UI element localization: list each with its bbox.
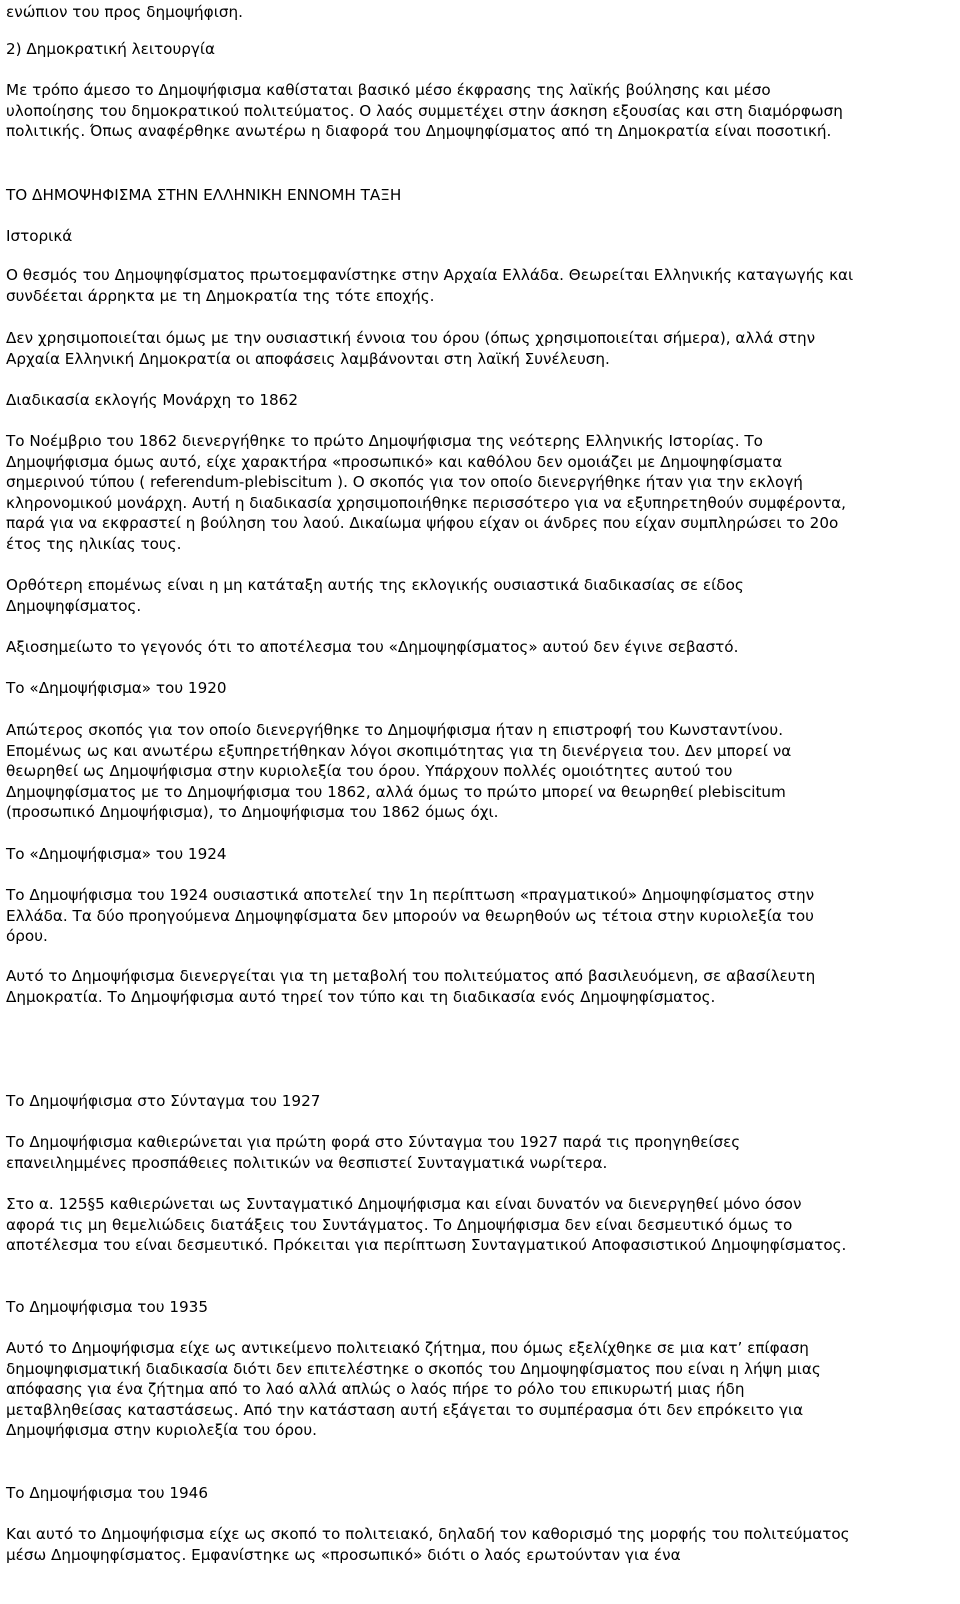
text-line: Δεν χρησιμοποιείται όμως με την ουσιαστική έννοια του όρου (όπως χρησιμοποιείται σήμερα), αλλά στην (6, 329, 816, 347)
text-line: Το «Δημοψήφισμα» του 1920 (6, 679, 227, 697)
text-line: Απώτερος σκοπός για τον οποίο διενεργήθηκε το Δημοψήφισμα ήταν η επιστροφή του Κωνσταντίνου. (6, 721, 784, 739)
text-line: πολιτικής. Όπως αναφέρθηκε ανωτέρω η διαφορά του Δημοψηφίσματος από τη Δημοκρατία είναι ποσοτική. (6, 122, 832, 141)
text-line: Αυτό το Δημοψήφισμα είχε ως αντικείμενο πολιτειακό ζήτημα, που όμως εξελίχθηκε σε μια κατ’ επίφαση (6, 1339, 809, 1357)
text-line: Δημοψήφισμα όμως αυτό, είχε χαρακτήρα «προσωπικό» και καθόλου δεν ομοιάζει με Δημοψηφίσματα (6, 452, 783, 471)
text-line: κληρονομικού μονάρχη. Αυτή η διαδικασία χρησιμοποιήθηκε περισσότερο για να εξυπηρετηθούν συμφέροντα, (6, 493, 846, 512)
text-line: παρά για να εκφραστεί η βούληση του λαού. Δικαίωμα ψήφου είχαν οι άνδρες που είχαν συμπληρώσει το 20ο (6, 514, 839, 533)
section-heading (6, 678, 941, 699)
paragraph (6, 1194, 941, 1256)
text-line: Το Δημοψήφισμα στο Σύνταγμα του 1927 (6, 1092, 321, 1110)
paragraph (6, 265, 941, 306)
section-heading (6, 226, 941, 247)
text-line: Το Δημοψήφισμα καθιερώνεται για πρώτη φορά στο Σύνταγμα του 1927 παρά τις προηγηθείσες (6, 1133, 741, 1151)
paragraph (6, 1132, 941, 1173)
text-line: επανειλημμένες προσπάθειες πολιτικών να θεσπιστεί Συνταγματικά νωρίτερα. (6, 1153, 608, 1172)
text-line: υλοποίησης του δημοκρατικού πολιτεύματος. Ο λαός συμμετέχει στην άσκηση εξουσίας και στη διαμόρφωση (6, 101, 843, 120)
text-line: Το Δημοψήφισμα του 1935 (6, 1298, 208, 1316)
text-line: δημοψηφισματική διαδικασία διότι δεν επιτελέστηκε ο σκοπός του Δημοψηφίσματος που είναι η λήψη μιας (6, 1359, 821, 1378)
section-heading (6, 1091, 941, 1112)
text-line: Ιστορικά (6, 227, 73, 245)
page-title (6, 185, 941, 206)
text-line: ΤΟ ΔΗΜΟΨΗΦΙΣΜΑ ΣΤΗΝ ΕΛΛΗΝΙΚΗ ΕΝΝΟΜΗ ΤΑΞΗ (6, 186, 402, 204)
paragraph (6, 966, 941, 1007)
text-line: Αυτό το Δημοψήφισμα διενεργείται για τη μεταβολή του πολιτεύματος από βασιλευόμενη, σε αβασίλευτη (6, 967, 816, 985)
text-line: Επομένως ως και ανωτέρω εξυπηρετήθηκαν λόγοι σκοπιμότητας για τη διενέργεια του. Δεν μπορεί να (6, 741, 792, 760)
paragraph (6, 1338, 941, 1441)
text-line: Ελλάδα. Τα δύο προηγούμενα Δημοψηφίσματα δεν μπορούν να θεωρηθούν ως τέτοια στην κυριολεξία του (6, 906, 814, 925)
text-line: αποτέλεσμα του είναι δεσμευτικό. Πρόκειται για περίπτωση Συνταγματικού Αποφασιστικού Δημοψηφίσματος. (6, 1236, 847, 1255)
text-line: 2) Δημοκρατική λειτουργία (6, 40, 216, 58)
text-line: Δημοψηφίσματος με το Δημοψήφισμα του 1862, αλλά όμως το πρώτο μπορεί να θεωρηθεί plebiscitum (6, 782, 786, 801)
text-line: Αρχαία Ελληνική Δημοκρατία οι αποφάσεις λαμβάνονται στη λαϊκή Συνέλευση. (6, 349, 610, 368)
paragraph (6, 885, 941, 947)
text-line: μέσω Δημοψηφίσματος. Εμφανίστηκε ως «προσωπικό» διότι ο λαός ερωτούνταν για ένα (6, 1545, 681, 1564)
paragraph (6, 431, 941, 555)
text-line: ενώπιον του προς δημοψήφιση. (6, 3, 243, 21)
text-line: Το Νοέμβριο του 1862 διενεργήθηκε το πρώτο Δημοψήφισμα της νεότερης Ελληνικής Ιστορίας. Το (6, 432, 763, 450)
text-line: Και αυτό το Δημοψήφισμα είχε ως σκοπό το πολιτειακό, δηλαδή τον καθορισμό της μορφής του πολιτεύματος (6, 1525, 850, 1543)
text-line: Ο θεσμός του Δημοψηφίσματος πρωτοεμφανίστηκε στην Αρχαία Ελλάδα. Θεωρείται Ελληνικής καταγωγής και (6, 266, 854, 284)
section-heading (6, 390, 941, 411)
text-line: Δημοψηφίσματος. (6, 596, 142, 615)
text-line: σημερινού τύπου ( referendum-plebiscitum ). Ο σκοπός για τον οποίο διενεργήθηκε ήταν για την εκλογή (6, 473, 803, 492)
text-line: Το Δημοψήφισμα του 1924 ουσιαστικά αποτελεί την 1η περίπτωση «πραγματικού» Δημοψηφίσματος στην (6, 886, 815, 904)
paragraph (6, 80, 941, 142)
section-heading (6, 1483, 941, 1504)
paragraph (6, 328, 941, 369)
text-line: Στο α. 125§5 καθιερώνεται ως Συνταγματικό Δημοψήφισμα και είναι δυνατόν να διενεργηθεί μόνο όσον (6, 1195, 802, 1213)
text-line: Δημοψήφισμα στην κυριολεξία του όρου. (6, 1421, 317, 1440)
section-heading (6, 39, 941, 60)
text-line: Δημοκρατία. Το Δημοψήφισμα αυτό τηρεί τον τύπο και τη διαδικασία ενός Δημοψηφίσματος. (6, 987, 716, 1006)
paragraph (6, 1524, 941, 1565)
text-line: μεταβληθείσας καταστάσεως. Από την κατάσταση αυτή εξάγεται το συμπέρασμα ότι δεν επρόκειτο για (6, 1400, 804, 1419)
text-line: όρου. (6, 927, 48, 946)
paragraph (6, 637, 941, 658)
text-line: θεωρηθεί ως Δημοψήφισμα στην κυριολεξία του όρου. Υπάρχουν πολλές ομοιότητες αυτού του (6, 762, 733, 781)
text-line: Ορθότερη επομένως είναι η μη κατάταξη αυτής της εκλογικής ουσιαστικά διαδικασίας σε είδος (6, 576, 744, 594)
text-line: (προσωπικό Δημοψήφισμα), το Δημοψήφισμα του 1862 όμως όχι. (6, 803, 499, 822)
text-line: Αξιοσημείωτο το γεγονός ότι το αποτέλεσμα του «Δημοψηφίσματος» αυτού δεν έγινε σεβαστό. (6, 638, 739, 656)
text-line: Το Δημοψήφισμα του 1946 (6, 1484, 208, 1502)
text-line: συνδέεται άρρηκτα με τη Δημοκρατία της τότε εποχής. (6, 286, 435, 305)
text-line: Με τρόπο άμεσο το Δημοψήφισμα καθίσταται βασικό μέσο έκφρασης της λαϊκής βούλησης και μέσο (6, 81, 771, 99)
paragraph (6, 2, 941, 23)
paragraph (6, 575, 941, 616)
text-line: αφορά τις μη θεμελιώδεις διατάξεις του Συντάγματος. Το Δημοψήφισμα δεν είναι δεσμευτικό όμως το (6, 1215, 793, 1234)
text-line: έτος της ηλικίας τους. (6, 534, 182, 553)
text-line: Το «Δημοψήφισμα» του 1924 (6, 845, 227, 863)
paragraph (6, 720, 941, 823)
text-line: απόφασης για ένα ζήτημα από το λαό αλλά απλώς ο λαός πήρε το ρόλο του επικυρωτή μιας ήδη (6, 1380, 745, 1399)
text-line: Διαδικασία εκλογής Μονάρχη το 1862 (6, 391, 299, 409)
section-heading (6, 844, 941, 865)
section-heading (6, 1297, 941, 1318)
